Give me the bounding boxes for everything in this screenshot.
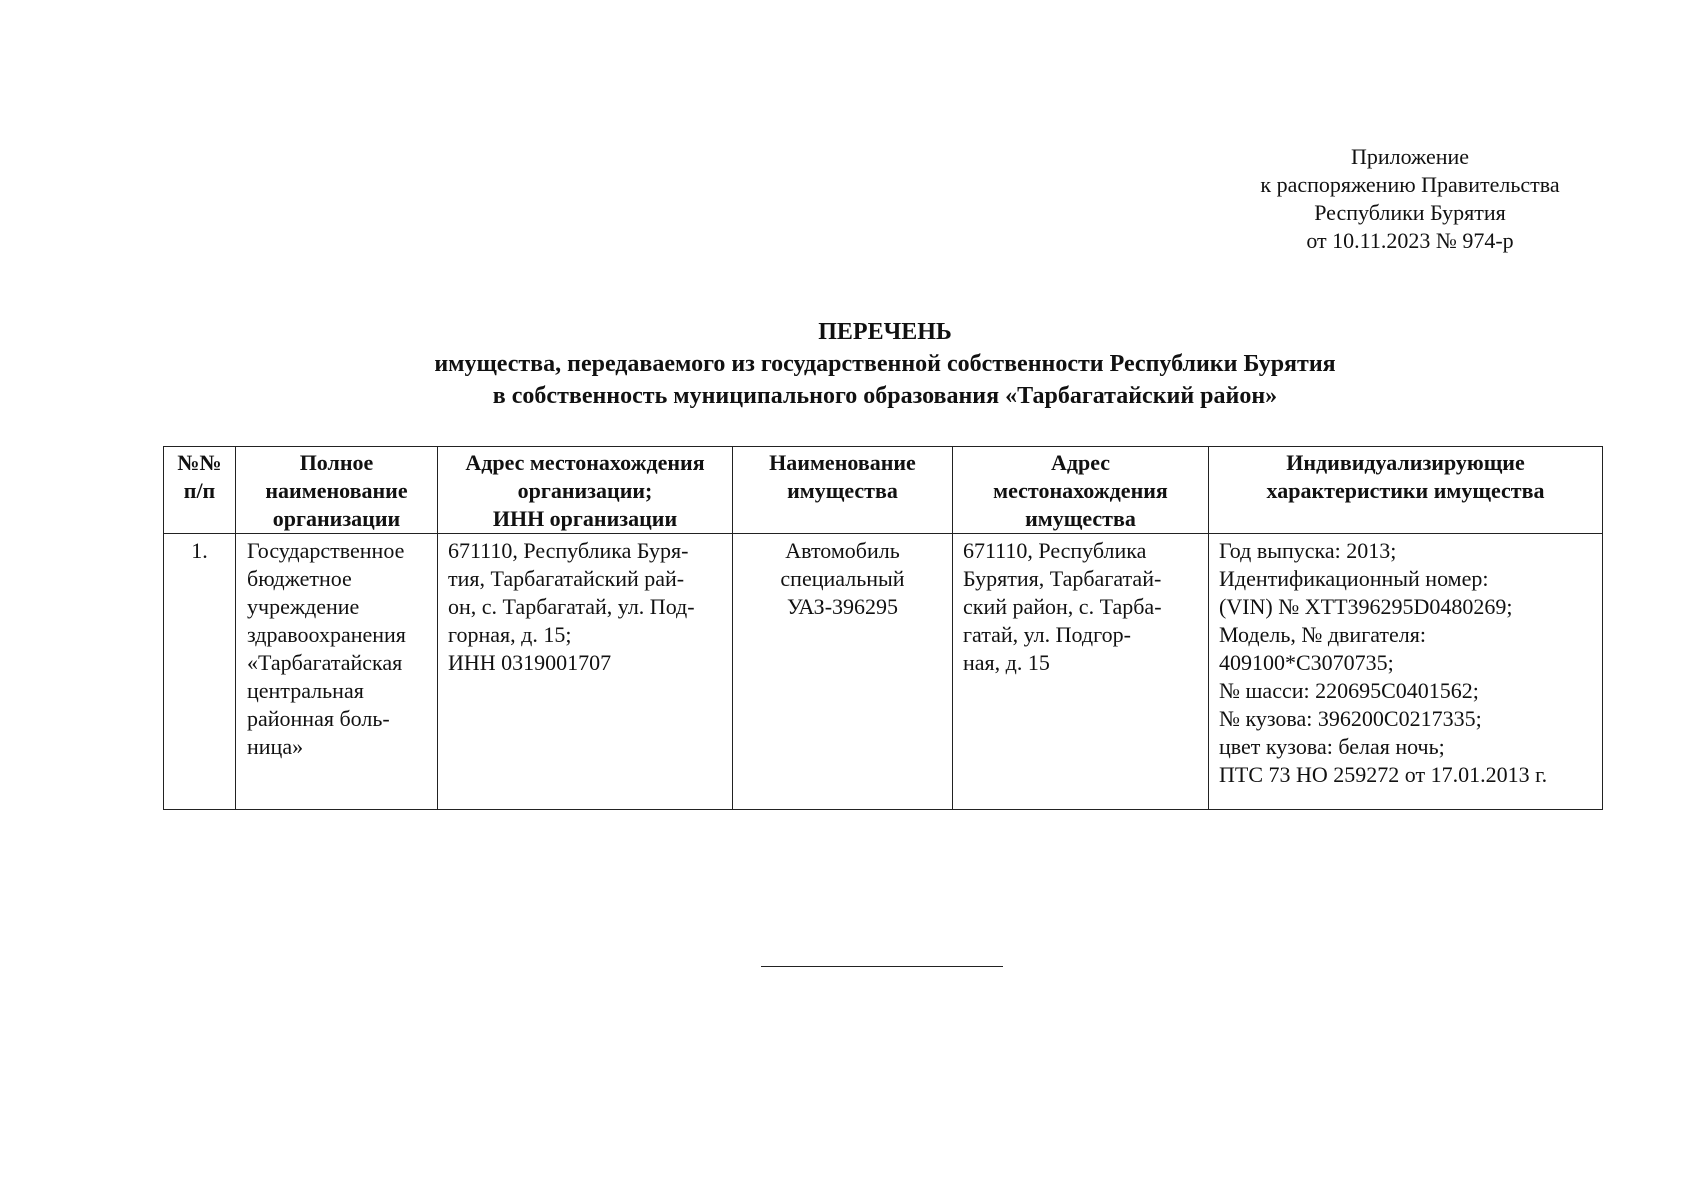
cell-property-address: 671110, Республика Бурятия, Тарбагатай- ский район, с. Тарба- гатай, ул. Подгор- ная, д. 15 xyxy=(953,534,1209,810)
title-line: в собственность муниципального образования «Тарбагатайский район» xyxy=(492,383,1278,409)
appendix-line: Республики Бурятия xyxy=(1314,200,1506,225)
cell-org-address: 671110, Республика Буря- тия, Тарбагатайский рай- он, с. Тарбагатай, ул. Под- горная, д. 15; ИНН 0319001707 xyxy=(438,534,733,810)
cell-property-name: Автомобиль специальный УАЗ-396295 xyxy=(733,534,953,810)
title-line: имущества, передаваемого из государственной собственности Республики Бурятия xyxy=(434,351,1336,377)
cell-org-name: Государственное бюджетное учреждение здравоохранения «Тарбагатайская центральная районная боль- ница» xyxy=(236,534,438,810)
appendix-date-line: от 10.11.2023 № 974-р xyxy=(1306,228,1514,253)
header-org-name: Полное наименование организации xyxy=(236,447,438,534)
header-property-address: Адрес местонахождения имущества xyxy=(953,447,1209,534)
appendix-line: Приложение xyxy=(1350,144,1470,169)
cell-characteristics: Год выпуска: 2013; Идентификационный номер: (VIN) № ХТТ396295D0480269; Модель, № двигателя: 409100*С3070735; № шасси: 220695С0401562; № кузова: 396200С0217335; цвет кузова: белая ночь; ПТС 73 НО 259272 от 17.01.2013 г. xyxy=(1209,534,1603,810)
document-title xyxy=(0,316,1698,412)
table-header-row xyxy=(164,447,1603,534)
title-line: ПЕРЕЧЕНЬ xyxy=(818,319,952,345)
property-table xyxy=(163,446,1603,810)
table-row xyxy=(164,534,1603,810)
header-property-name: Наименование имущества xyxy=(733,447,953,534)
cell-number: 1. xyxy=(164,534,236,810)
header-number: №№ п/п xyxy=(164,447,236,534)
appendix-block xyxy=(1180,143,1640,255)
header-characteristics: Индивидуализирующие характеристики имущества xyxy=(1209,447,1603,534)
appendix-line: к распоряжению Правительства xyxy=(1260,172,1560,197)
header-org-address: Адрес местонахождения организации; ИНН организации xyxy=(438,447,733,534)
end-separator-line xyxy=(761,966,1003,967)
